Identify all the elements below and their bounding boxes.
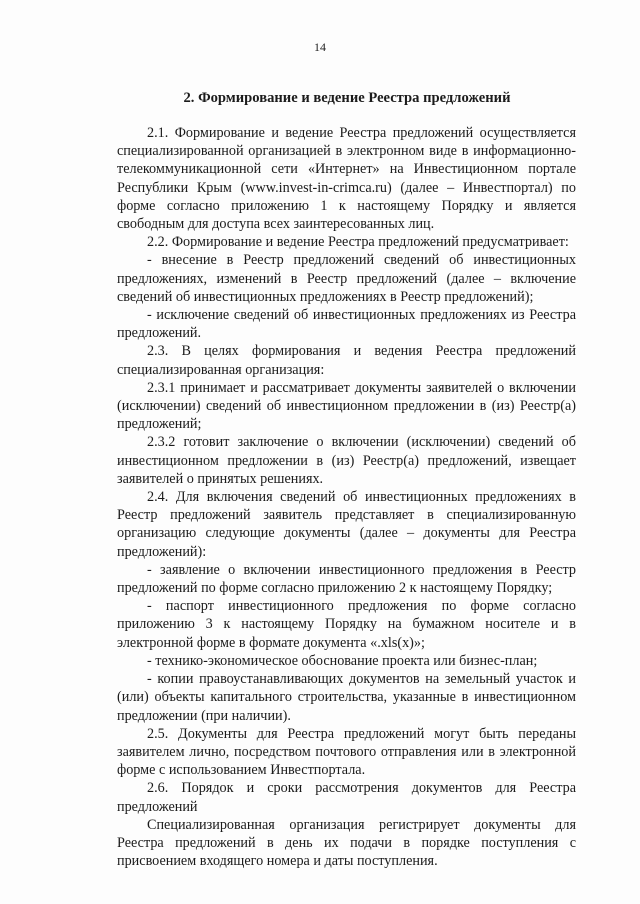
- list-item-application: - заявление о включении инвестиционного предложения в Реестр предложений по форме согласно приложению 2 к настоящему Порядку;: [117, 561, 576, 597]
- paragraph-2-1: 2.1. Формирование и ведение Реестра предложений осуществляется специализированной организацией в электронном виде в информационно-телекоммуникационной сети «Интернет» на Инвестиционном портале Республики Крым (www.invest-in-crimca.ru) (далее – Инвестпортал) по форме согласно приложению 1 к настоящему Порядку и является свободным для доступа всех заинтересованных лиц.: [117, 125, 576, 233]
- list-item-title-documents: - копии правоустанавливающих документов на земельный участок и (или) объекты капитального строительства, указанные в инвестиционном предложении (при наличии).: [117, 671, 576, 724]
- section-heading: 2. Формирование и ведение Реестра предложений: [183, 90, 511, 106]
- paragraph-2-4: 2.4. Для включения сведений об инвестиционных предложениях в Реестр предложений заявитель представляет в специализированную организацию следующие документы (далее – документы для Реестра предложений):: [117, 489, 576, 560]
- section-body: [117, 120, 576, 870]
- page-number: 14: [314, 40, 326, 54]
- list-item-feasibility: - технико-экономическое обоснование проекта или бизнес-план;: [147, 652, 538, 669]
- paragraph-2-3-2: 2.3.2 готовит заключение о включении (исключении) сведений об инвестиционном предложении в (из) Реестр(а) предложений, извещает заявителей о принятых решениях.: [117, 434, 576, 487]
- list-item-exclusion: - исключение сведений об инвестиционных предложениях из Реестра предложений.: [117, 307, 576, 342]
- paragraph-2-5: 2.5. Документы для Реестра предложений могут быть переданы заявителем лично, посредством почтового отправления или в электронной форме с использованием Инвестпортала.: [117, 725, 576, 779]
- paragraph-2-6: 2.6. Порядок и сроки рассмотрения документов для Реестра предложений: [117, 780, 576, 815]
- list-item-passport: - паспорт инвестиционного предложения по форме согласно приложению 3 к настоящему Порядку на бумажном носителе и в электронной форме в формате документа «.xls(x)»;: [117, 598, 576, 651]
- paragraph-2-2: 2.2. Формирование и ведение Реестра предложений предусматривает:: [147, 234, 569, 251]
- paragraph-registration: Специализированная организация регистрирует документы для Реестра предложений в день их подачи в порядке поступления с присвоением входящего номера и даты поступления.: [117, 816, 576, 870]
- list-item-inclusion: - внесение в Реестр предложений сведений об инвестиционных предложениях, изменений в Реестр предложений (далее – включение сведений об инвестиционных предложениях в Реестр предложений);: [117, 252, 576, 305]
- paragraph-2-3: 2.3. В целях формирования и ведения Реестра предложений специализированная организация:: [117, 343, 576, 378]
- paragraph-2-3-1: 2.3.1 принимает и рассматривает документы заявителей о включении (исключении) сведений об инвестиционном предложении в (из) Реестр(а) предложений;: [117, 379, 576, 433]
